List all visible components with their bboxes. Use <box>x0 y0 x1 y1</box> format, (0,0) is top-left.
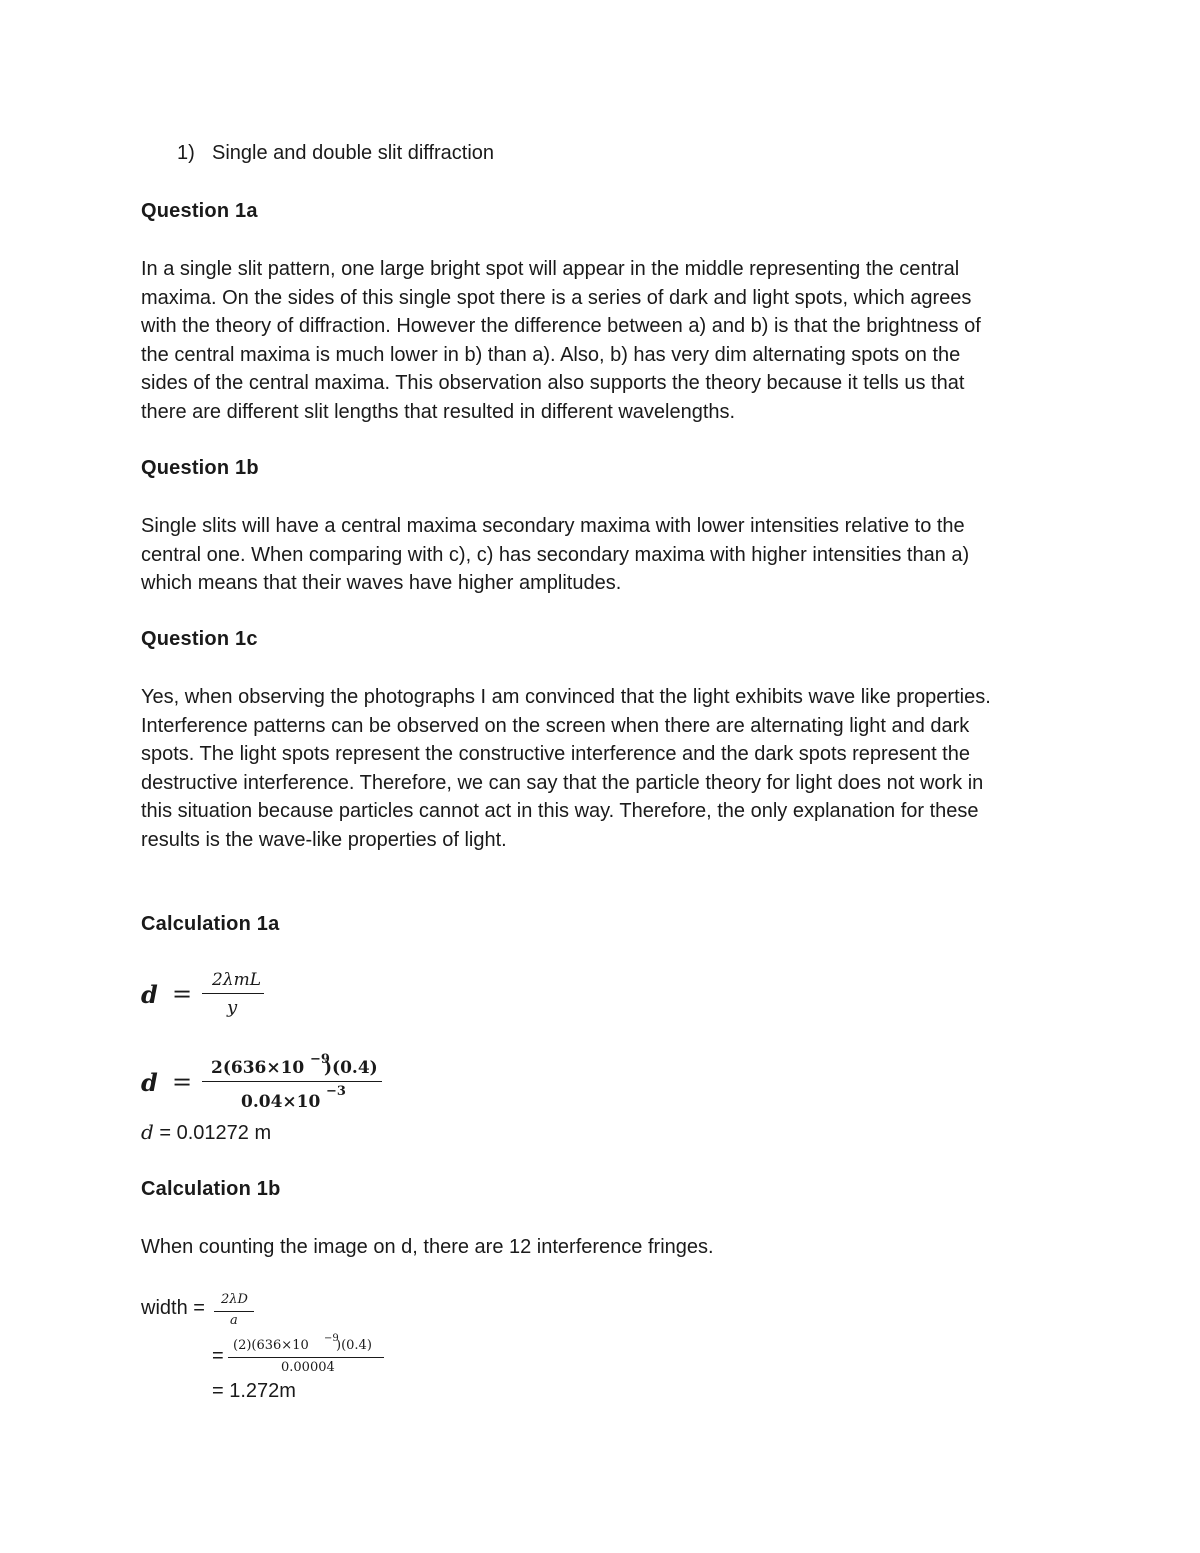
equals-sign: = <box>172 1068 193 1096</box>
fraction-denominator: y <box>227 997 238 1018</box>
fraction-numerator: 2λD <box>221 1292 248 1307</box>
question-1a-heading: Question 1a <box>141 200 258 222</box>
list-number: 1) <box>177 142 195 164</box>
width-label: width = <box>141 1297 205 1319</box>
paragraph-line: Interference patterns can be observed on the screen when there are alternating light and dark <box>141 714 970 737</box>
paragraph-line: In a single slit pattern, one large bright spot will appear in the middle representing the central <box>141 258 960 280</box>
paragraph-line: the central maxima is much lower in b) than a). Also, b) has very dim alternating spots on the <box>141 343 961 366</box>
fraction-denominator: a <box>230 1313 238 1328</box>
paragraph-line: there are different slit lengths that resulted in different wavelengths. <box>141 400 736 423</box>
numerator-exponent: −9 <box>310 1052 330 1067</box>
numerator-part: (2)(636×10 <box>233 1338 309 1353</box>
calculation-1a-result <box>141 1120 271 1145</box>
paragraph-line: sides of the central maxima. This observation also supports the theory because it tells us that <box>141 372 965 394</box>
equation-lhs: d <box>141 980 158 1009</box>
calculation-1a-heading: Calculation 1a <box>141 913 280 935</box>
paragraph-line: Yes, when observing the photographs I am convinced that the light exhibits wave like properties. <box>141 686 991 708</box>
numerator-part: )(0.4) <box>336 1338 372 1353</box>
equals-sign: = <box>172 980 193 1008</box>
paragraph-line: spots. The light spots represent the constructive interference and the dark spots represent the <box>141 743 970 765</box>
fraction-bar <box>214 1311 254 1312</box>
numerator-part: )(0.4) <box>324 1058 378 1078</box>
fraction-bar <box>228 1357 384 1358</box>
paragraph-line: destructive interference. Therefore, we can say that the particle theory for light does not work in <box>141 771 984 794</box>
fraction-denominator: 0.00004 <box>281 1360 335 1375</box>
calculation-1b-heading: Calculation 1b <box>141 1178 281 1200</box>
question-1c-paragraph <box>141 683 1071 854</box>
numerator-part: 2(636×10 <box>211 1058 305 1078</box>
fraction-numerator: 2λmL <box>212 970 261 990</box>
denominator-part: 0.04×10 <box>241 1092 321 1112</box>
paragraph-line: maxima. On the sides of this single spot there is a series of dark and light spots, which agrees <box>141 286 972 309</box>
paragraph-line: results is the wave-like properties of light. <box>141 828 507 851</box>
calculation-1b-text: When counting the image on d, there are 12 interference fringes. <box>141 1236 714 1258</box>
width-result: = 1.272m <box>212 1380 296 1402</box>
question-1a-paragraph <box>141 255 1071 426</box>
denominator-exponent: −3 <box>326 1084 346 1099</box>
paragraph-line: with the theory of diffraction. However the difference between a) and b) is that the brightness of <box>141 315 981 337</box>
fraction-bar <box>202 1081 382 1082</box>
result-value: = 0.01272 m <box>153 1122 272 1144</box>
list-title: Single and double slit diffraction <box>212 142 495 164</box>
equals-sign: = <box>212 1345 224 1367</box>
paragraph-line: Single slits will have a central maxima secondary maxima with lower intensities relative to the <box>141 515 965 537</box>
result-variable: d <box>141 1120 154 1144</box>
question-1c-heading: Question 1c <box>141 628 258 650</box>
question-1b-paragraph <box>141 512 1071 598</box>
paragraph-line: this situation because particles cannot act in this way. Therefore, the only explanation for these <box>141 800 979 822</box>
question-1b-heading: Question 1b <box>141 457 259 479</box>
fraction-bar <box>202 993 264 994</box>
numerator-exponent: −9 <box>324 1333 339 1344</box>
paragraph-line: central one. When comparing with c), c) has secondary maxima with higher intensities than a) <box>141 543 970 566</box>
equation-lhs: d <box>141 1068 158 1097</box>
paragraph-line: which means that their waves have higher amplitudes. <box>141 572 622 594</box>
